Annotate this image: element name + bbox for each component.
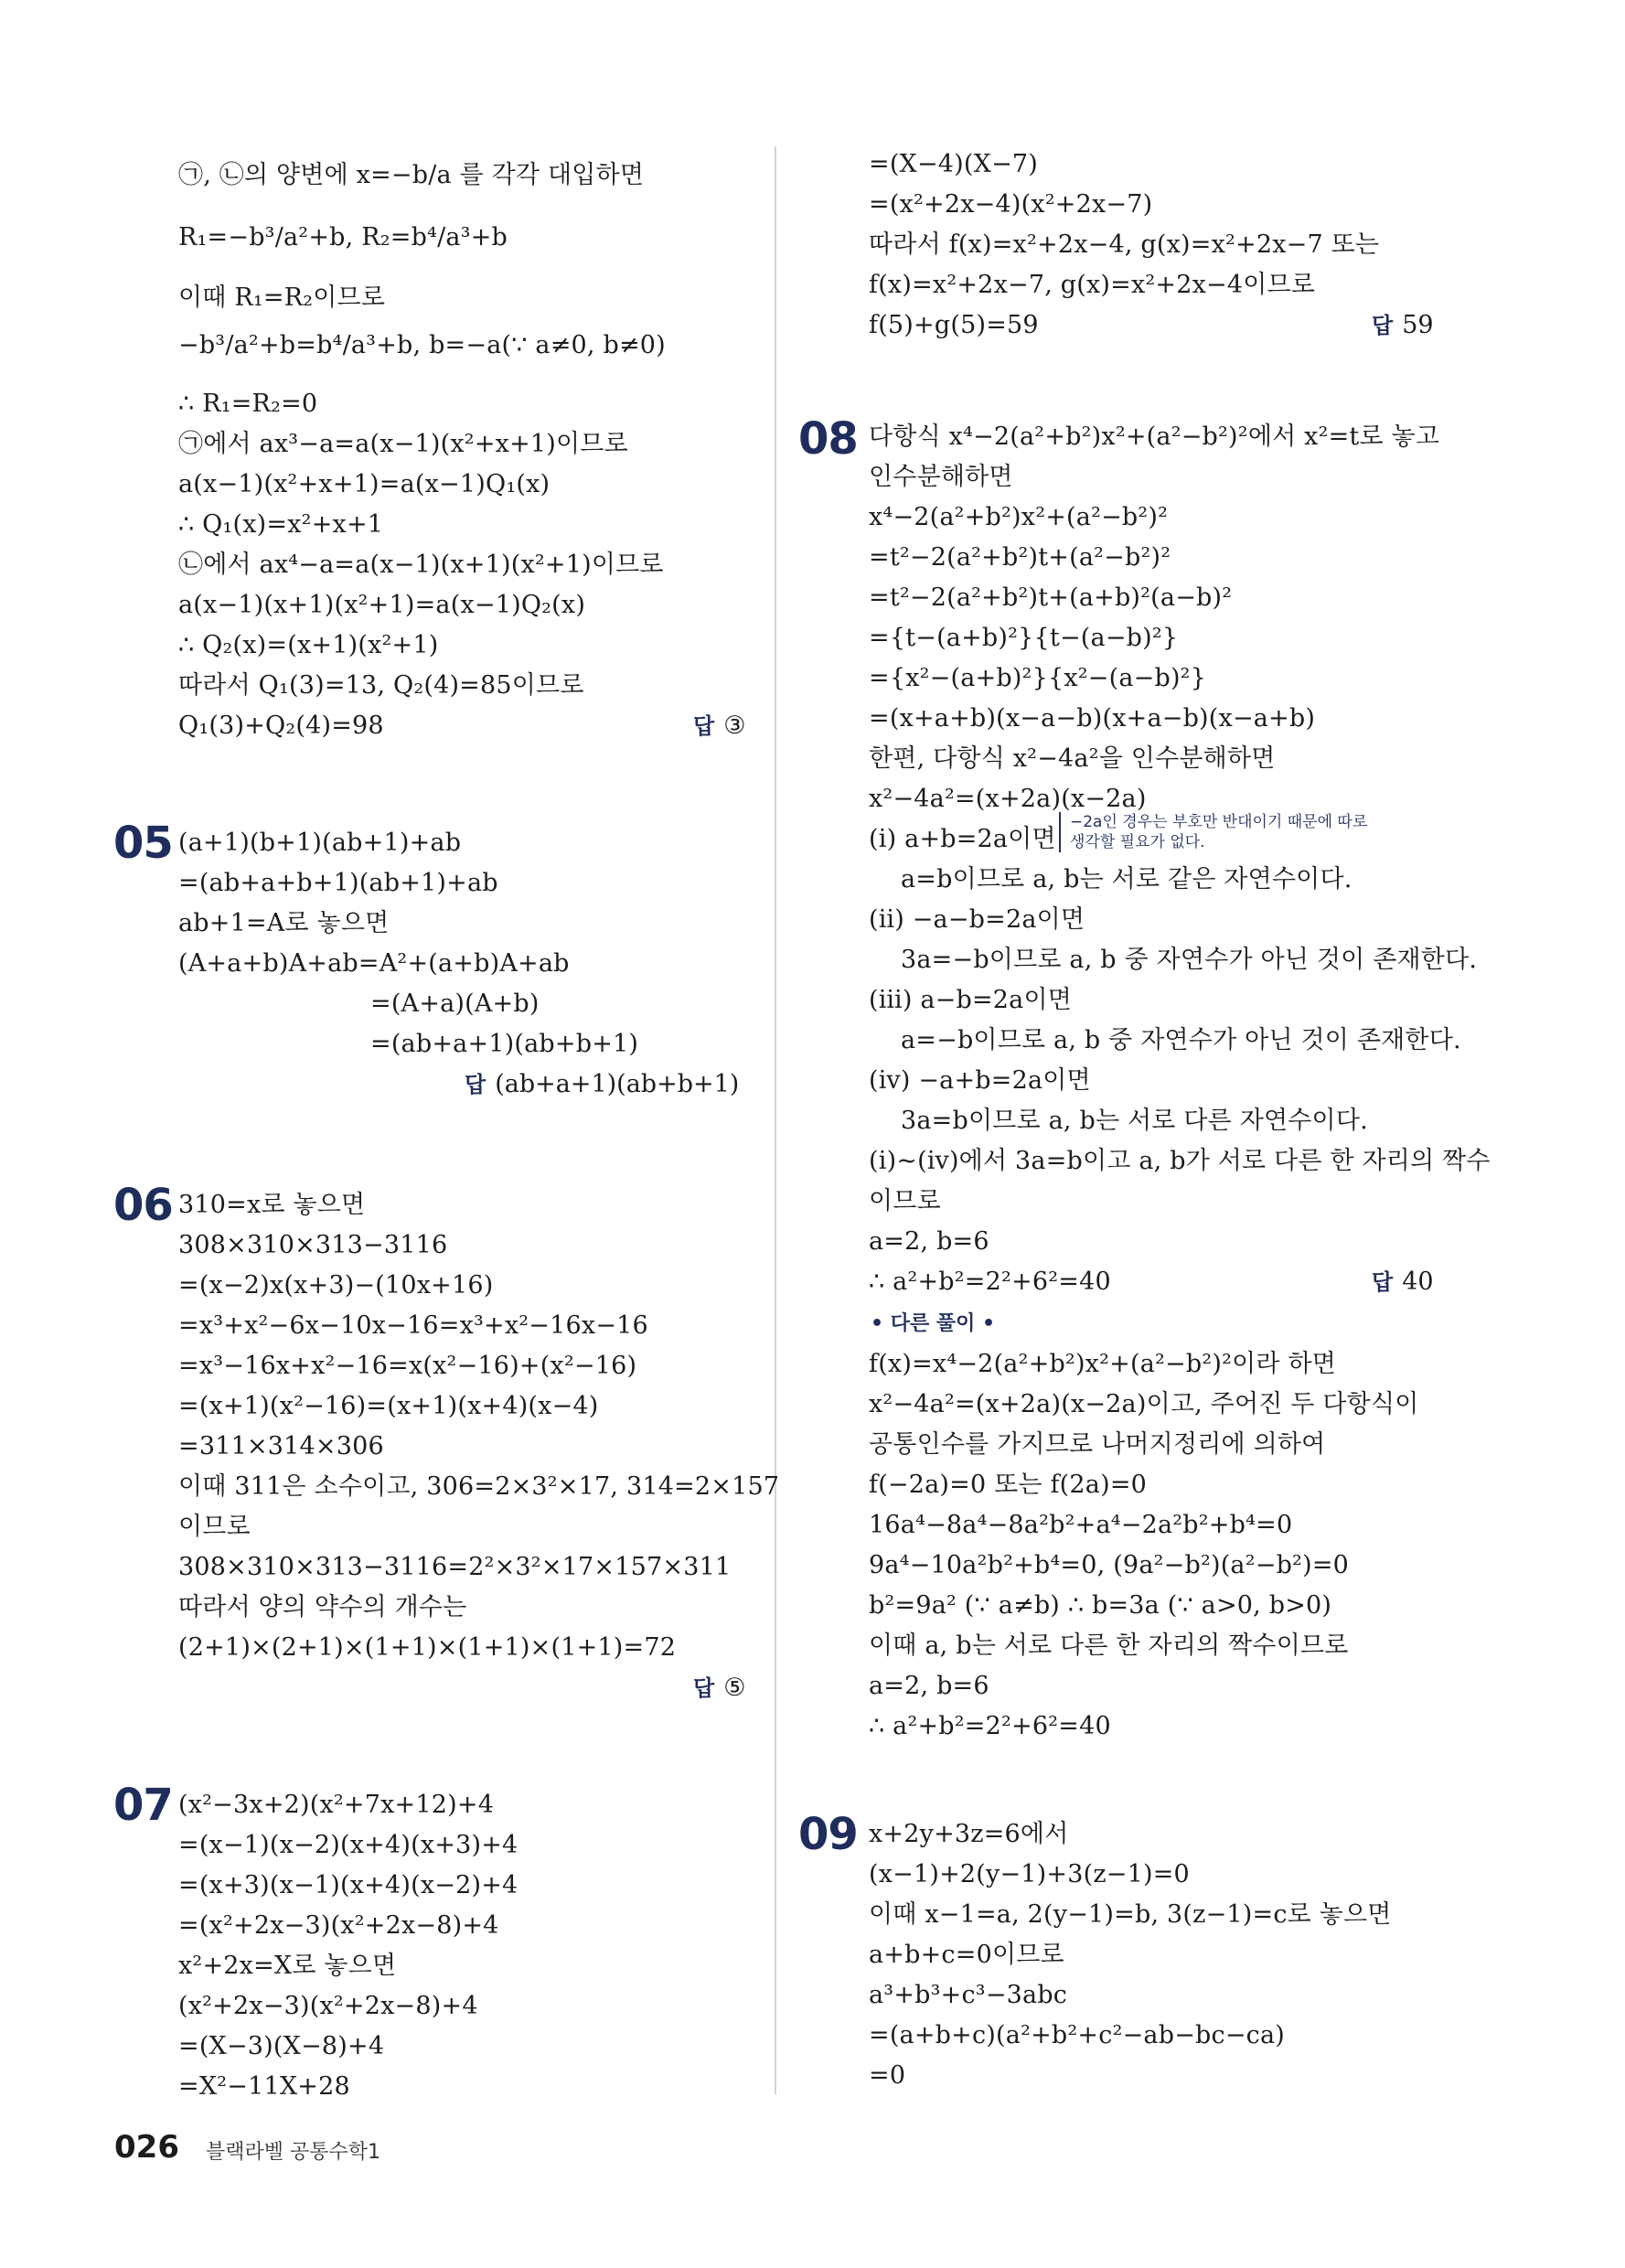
solution-line: (x²−3x+2)(x²+7x+12)+4 xyxy=(178,1791,495,1819)
solution-line: (A+a+b)A+ab=A²+(a+b)A+ab xyxy=(178,949,570,978)
solution-line: (ⅲ) a−b=2a이면 xyxy=(869,986,1073,1014)
solution-line: 이때 a, b는 서로 다른 한 자리의 짝수이므로 xyxy=(869,1631,1349,1660)
solution-line: =(x+3)(x−1)(x+4)(x−2)+4 xyxy=(178,1871,519,1899)
solution-line: a(x−1)(x²+x+1)=a(x−1)Q₁(x) xyxy=(178,470,551,498)
solution-line: =0 xyxy=(869,2061,906,2090)
solution-line: =(x+a+b)(x−a−b)(x+a−b)(x−a+b) xyxy=(869,704,1316,733)
solution-line: (ⅰ) a+b=2a이면 xyxy=(869,825,1056,853)
solution-line: 이때 R₁=R₂이므로 xyxy=(178,284,386,312)
solution-line: (a+1)(b+1)(ab+1)+ab xyxy=(178,829,462,857)
solution-line: =(x²+2x−3)(x²+2x−8)+4 xyxy=(178,1911,499,1940)
solution-line: ={t−(a+b)²}{t−(a−b)²} xyxy=(869,624,1179,652)
solution-line: =(X−4)(X−7) xyxy=(869,150,1039,178)
solution-line: (x²+2x−3)(x²+2x−8)+4 xyxy=(178,1992,478,2020)
answer-07 xyxy=(1372,305,1434,346)
solution-line: =t²−2(a²+b²)t+(a+b)²(a−b)² xyxy=(869,583,1233,612)
answer-06 xyxy=(693,1668,745,1708)
solution-line: 인수분해하면 xyxy=(869,463,1013,491)
solution-line: 따라서 양의 약수의 개수는 xyxy=(178,1593,467,1621)
side-note-line: 생각할 필요가 없다. xyxy=(1070,833,1205,851)
solution-line: a(x−1)(x+1)(x²+1)=a(x−1)Q₂(x) xyxy=(178,591,586,619)
solution-line: ={x²−(a+b)²}{x²−(a−b)²} xyxy=(869,664,1207,692)
solution-line: 308×310×313−3116=2²×3²×17×157×311 xyxy=(178,1553,732,1581)
solution-line: ∴ R₁=R₂=0 xyxy=(178,390,318,418)
solution-line: 따라서 f(x)=x²+2x−4, g(x)=x²+2x−7 또는 xyxy=(869,230,1380,259)
solution-line: =(x+1)(x²−16)=(x+1)(x+4)(x−4) xyxy=(178,1392,599,1420)
solution-line: f(x)=x⁴−2(a²+b²)x²+(a²−b²)²이라 하면 xyxy=(869,1350,1337,1378)
solution-line: b²=9a² (∵ a≠b) ∴ b=3a (∵ a>0, b>0) xyxy=(869,1591,1332,1620)
solution-line: 이므로 xyxy=(178,1513,251,1541)
solution-line: ∴ a²+b²=2²+6²=40 xyxy=(869,1712,1111,1740)
solution-line: ∴ a²+b²=2²+6²=40 xyxy=(869,1268,1111,1296)
solution-line: =(x−2)x(x+3)−(10x+16) xyxy=(178,1271,494,1300)
solution-line: (ⅳ) −a+b=2a이면 xyxy=(869,1066,1091,1095)
answer-05 xyxy=(465,1064,739,1105)
solution-line: x²+2x=X로 놓으면 xyxy=(178,1952,397,1980)
solution-line: ㉡에서 ax⁴−a=a(x−1)(x+1)(x²+1)이므로 xyxy=(178,551,664,579)
solution-line: 이때 x−1=a, 2(y−1)=b, 3(z−1)=c로 놓으면 xyxy=(869,1900,1392,1929)
answer-value: 40 xyxy=(1402,1268,1434,1296)
answer-value: (ab+a+1)(ab+b+1) xyxy=(495,1070,740,1098)
solution-line: f(x)=x²+2x−7, g(x)=x²+2x−4이므로 xyxy=(869,271,1316,299)
solution-line: =(X−3)(X−8)+4 xyxy=(178,2032,385,2060)
solution-line: a³+b³+c³−3abc xyxy=(869,1981,1068,2009)
problem-number: 08 xyxy=(798,413,858,465)
problem-number: 06 xyxy=(113,1180,173,1231)
problem-number: 05 xyxy=(113,818,173,869)
solution-line: a=b이므로 a, b는 서로 같은 자연수이다. xyxy=(901,865,1352,893)
solution-line: a=−b이므로 a, b 중 자연수가 아닌 것이 존재한다. xyxy=(901,1026,1461,1054)
solution-line: =x³−16x+x²−16=x(x²−16)+(x²−16) xyxy=(178,1352,637,1380)
solution-line: 공통인수를 가지므로 나머지정리에 의하여 xyxy=(869,1430,1326,1459)
solution-line: =X²−11X+28 xyxy=(178,2072,350,2101)
solution-line: 308×310×313−3116 xyxy=(178,1231,448,1259)
solution-line: =(x−1)(x−2)(x+4)(x+3)+4 xyxy=(178,1831,519,1859)
solution-line: x+2y+3z=6에서 xyxy=(869,1820,1069,1848)
answer-label: 답 xyxy=(1372,1269,1394,1295)
alternative-solution-label: • 다른 풀이 • xyxy=(871,1312,996,1335)
solution-line: −b³/a²+b=b⁴/a³+b, b=−a(∵ a≠0, b≠0) xyxy=(178,331,666,359)
solution-line: 3a=b이므로 a, b는 서로 다른 자연수이다. xyxy=(901,1107,1368,1135)
answer-04 xyxy=(693,706,745,746)
solution-line: a=2, b=6 xyxy=(869,1227,989,1256)
solution-line: (ⅱ) −a−b=2a이면 xyxy=(869,905,1085,934)
answer-label: 답 xyxy=(1372,313,1394,338)
solution-line: =(ab+a+b+1)(ab+1)+ab xyxy=(178,869,498,897)
solution-line: a+b+c=0이므로 xyxy=(869,1941,1064,1969)
solution-line: =(A+a)(A+b) xyxy=(370,990,540,1018)
solution-line: =311×314×306 xyxy=(178,1432,384,1460)
answer-label: 답 xyxy=(693,713,715,739)
solution-line: ∴ Q₁(x)=x²+x+1 xyxy=(178,510,384,539)
solution-line: ∴ Q₂(x)=(x+1)(x²+1) xyxy=(178,631,439,659)
solution-line: 한편, 다항식 x²−4a²을 인수분해하면 xyxy=(869,744,1276,773)
side-note-line: −2a인 경우는 부호만 반대이기 때문에 따로 xyxy=(1070,813,1368,831)
problem-number: 07 xyxy=(113,1780,173,1831)
answer-08 xyxy=(1372,1262,1434,1302)
solution-line: 이때 311은 소수이고, 306=2×3²×17, 314=2×157 xyxy=(178,1472,780,1501)
solution-line: =(ab+a+1)(ab+b+1) xyxy=(370,1030,639,1058)
solution-line: Q₁(3)+Q₂(4)=98 xyxy=(178,711,384,740)
solution-line: 3a=−b이므로 a, b 중 자연수가 아닌 것이 존재한다. xyxy=(901,946,1478,974)
solution-line: 다항식 x⁴−2(a²+b²)x²+(a²−b²)²에서 x²=t로 놓고 xyxy=(869,423,1440,451)
answer-value: ⑤ xyxy=(723,1674,746,1702)
solution-line: =(a+b+c)(a²+b²+c²−ab−bc−ca) xyxy=(869,2021,1285,2049)
solution-line: x⁴−2(a²+b²)x²+(a²−b²)² xyxy=(869,503,1169,531)
solution-line: x²−4a²=(x+2a)(x−2a)이고, 주어진 두 다항식이 xyxy=(869,1390,1419,1418)
solution-line: (2+1)×(2+1)×(1+1)×(1+1)×(1+1)=72 xyxy=(178,1633,677,1662)
side-note xyxy=(1059,812,1367,852)
solution-line: a=2, b=6 xyxy=(869,1672,989,1700)
page-number: 026 xyxy=(114,2129,179,2166)
answer-label: 답 xyxy=(693,1675,715,1701)
solution-line: ㉠, ㉡의 양변에 x=−b/a 를 각각 대입하면 xyxy=(178,161,645,189)
solution-line: f(5)+g(5)=59 xyxy=(869,311,1039,339)
solution-line: 9a⁴−10a²b²+b⁴=0, (9a²−b²)(a²−b²)=0 xyxy=(869,1551,1350,1579)
solution-line: 이므로 xyxy=(869,1187,941,1215)
solution-line: =x³+x²−6x−10x−16=x³+x²−16x−16 xyxy=(178,1311,648,1340)
solution-line: x²−4a²=(x+2a)(x−2a) xyxy=(869,785,1147,813)
solution-line: R₁=−b³/a²+b, R₂=b⁴/a³+b xyxy=(178,223,508,251)
answer-value: 59 xyxy=(1402,311,1434,339)
solution-line: (x−1)+2(y−1)+3(z−1)=0 xyxy=(869,1860,1190,1888)
solution-line: ab+1=A로 놓으면 xyxy=(178,909,390,937)
solution-line: f(−2a)=0 또는 f(2a)=0 xyxy=(869,1471,1148,1499)
solution-line: (ⅰ)~(ⅳ)에서 3a=b이고 a, b가 서로 다른 한 자리의 짝수 xyxy=(869,1147,1491,1175)
answer-value: ③ xyxy=(723,711,746,740)
column-divider xyxy=(775,146,776,2094)
solution-line: 16a⁴−8a⁴−8a²b²+a⁴−2a²b²+b⁴=0 xyxy=(869,1511,1293,1539)
solution-line: 따라서 Q₁(3)=13, Q₂(4)=85이므로 xyxy=(178,671,584,700)
book-title: 블랙라벨 공통수학1 xyxy=(206,2141,381,2164)
solution-line: 310=x로 놓으면 xyxy=(178,1191,366,1219)
problem-number: 09 xyxy=(798,1809,858,1860)
solution-line: =t²−2(a²+b²)t+(a²−b²)² xyxy=(869,543,1171,572)
answer-label: 답 xyxy=(465,1072,486,1097)
solution-line: ㉠에서 ax³−a=a(x−1)(x²+x+1)이므로 xyxy=(178,430,628,458)
solution-line: =(x²+2x−4)(x²+2x−7) xyxy=(869,190,1153,219)
